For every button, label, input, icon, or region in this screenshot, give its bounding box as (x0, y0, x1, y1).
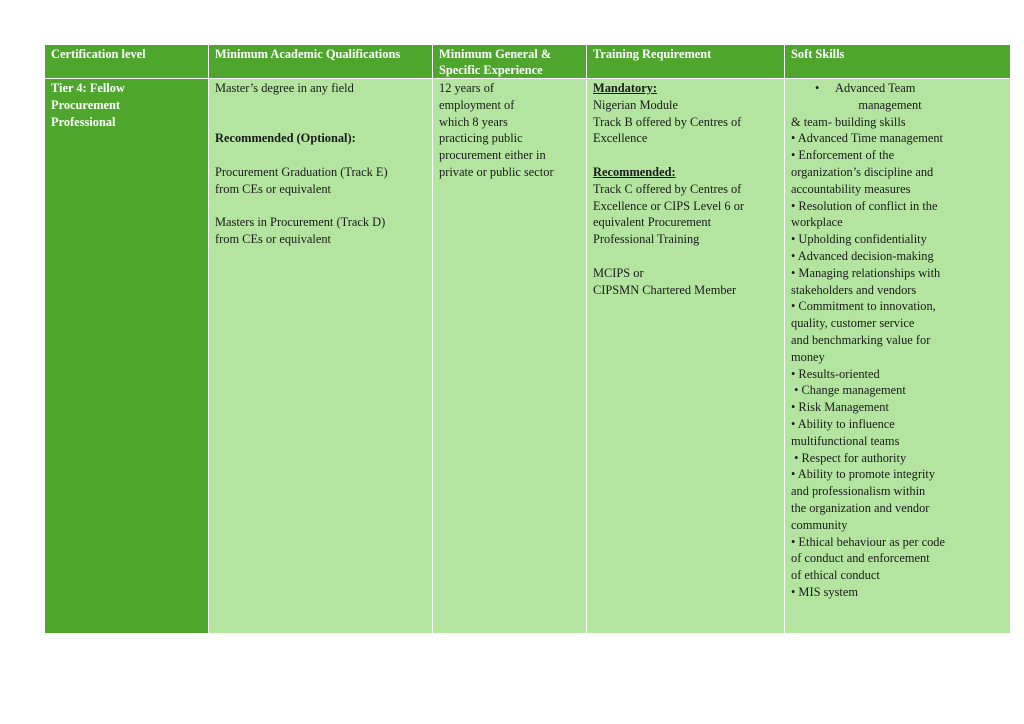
training-mandatory-line: Nigerian Module (593, 97, 678, 112)
soft-skill-line: • Commitment to innovation, (791, 299, 936, 314)
soft-skill-line: & team- building skills (791, 114, 906, 129)
soft-skill-line: • MIS system (791, 584, 858, 599)
soft-skill-line: • Ability to influence (791, 416, 895, 431)
academic-option1-line: Procurement Graduation (Track E) (215, 164, 388, 179)
experience-line: practicing public (439, 131, 523, 146)
soft-skill-line: and professionalism within (791, 484, 926, 499)
soft-skill-line: • Advanced decision-making (791, 248, 934, 263)
academic-option2-line: from CEs or equivalent (215, 232, 331, 247)
soft-skill-line: of ethical conduct (791, 568, 880, 583)
bullet-icon: • (815, 81, 820, 95)
soft-skill-line: community (791, 517, 848, 532)
tier-line: Tier 4: Fellow (51, 81, 125, 95)
soft-skill-line: • Ethical behaviour as per code (791, 534, 945, 549)
soft-skill-line: • Risk Management (791, 400, 889, 415)
soft-skill-line: organization’s discipline and (791, 164, 934, 179)
soft-skill-line: • Respect for authority (791, 450, 907, 465)
training-recommended-label: Recommended: (593, 164, 676, 179)
experience-line: which 8 years (439, 114, 508, 129)
training-mandatory-label: Mandatory: (593, 81, 658, 95)
academic-option2-line: Masters in Procurement (Track D) (215, 215, 386, 230)
soft-skill-line: • Enforcement of the (791, 148, 895, 163)
training-cell (587, 79, 785, 634)
soft-skill-line: management (858, 97, 922, 112)
header-certification-level: Certification level (45, 45, 209, 79)
training-recommended-line: Excellence or CIPS Level 6 or (593, 198, 745, 213)
training-recommended-line: equivalent Procurement (593, 215, 712, 230)
header-experience: Minimum General & Specific Experience (433, 45, 587, 79)
academic-recommended-label: Recommended (Optional): (215, 131, 356, 146)
soft-skill-line: • Results-oriented (791, 366, 880, 381)
header-academic-qualifications: Minimum Academic Qualifications (209, 45, 433, 79)
tier-line: Procurement (51, 97, 121, 112)
experience-line: employment of (439, 97, 515, 112)
soft-skill-line: • Managing relationships with (791, 265, 941, 280)
academic-option1-line: from CEs or equivalent (215, 181, 331, 196)
training-membership-line: CIPSMN Chartered Member (593, 282, 737, 297)
soft-skill-line: multifunctional teams (791, 433, 900, 448)
certification-table (44, 44, 1011, 634)
soft-skill-line: stakeholders and vendors (791, 282, 917, 297)
soft-skill-line: the organization and vendor (791, 500, 930, 515)
soft-skill-line: accountability measures (791, 181, 911, 196)
soft-skills-first-bullet (791, 80, 1004, 114)
soft-skill-line: • Resolution of conflict in the (791, 198, 938, 213)
academic-cell (209, 79, 433, 634)
soft-skill-line: money (791, 349, 825, 364)
experience-line: procurement either in (439, 148, 546, 163)
tier-line: Professional (51, 114, 116, 129)
table-row (45, 79, 1011, 634)
soft-skill-line: and benchmarking value for (791, 332, 931, 347)
soft-skills-list (791, 114, 1004, 601)
soft-skill-line: • Ability to promote integrity (791, 467, 936, 482)
soft-skills-cell (785, 79, 1011, 634)
training-mandatory-line: Excellence (593, 131, 648, 146)
header-training-requirement: Training Requirement (587, 45, 785, 79)
training-mandatory-line: Track B offered by Centres of (593, 114, 742, 129)
header-row (45, 45, 1011, 79)
soft-skill-line: • Upholding confidentiality (791, 232, 927, 247)
training-recommended-line: Track C offered by Centres of (593, 181, 742, 196)
soft-skill-line: Advanced Team (835, 81, 916, 95)
soft-skill-line: workplace (791, 215, 843, 230)
soft-skill-line: quality, customer service (791, 316, 915, 331)
soft-skill-line: • Change management (791, 383, 906, 398)
tier-cell (45, 79, 209, 634)
header-soft-skills: Soft Skills (785, 45, 1011, 79)
training-membership-line: MCIPS or (593, 265, 644, 280)
academic-base: Master’s degree in any field (215, 81, 354, 95)
soft-skill-line: • Advanced Time management (791, 131, 943, 146)
training-recommended-line: Professional Training (593, 232, 700, 247)
experience-line: 12 years of (439, 81, 495, 95)
experience-line: private or public sector (439, 164, 554, 179)
soft-skill-line: of conduct and enforcement (791, 551, 930, 566)
experience-cell (433, 79, 587, 634)
